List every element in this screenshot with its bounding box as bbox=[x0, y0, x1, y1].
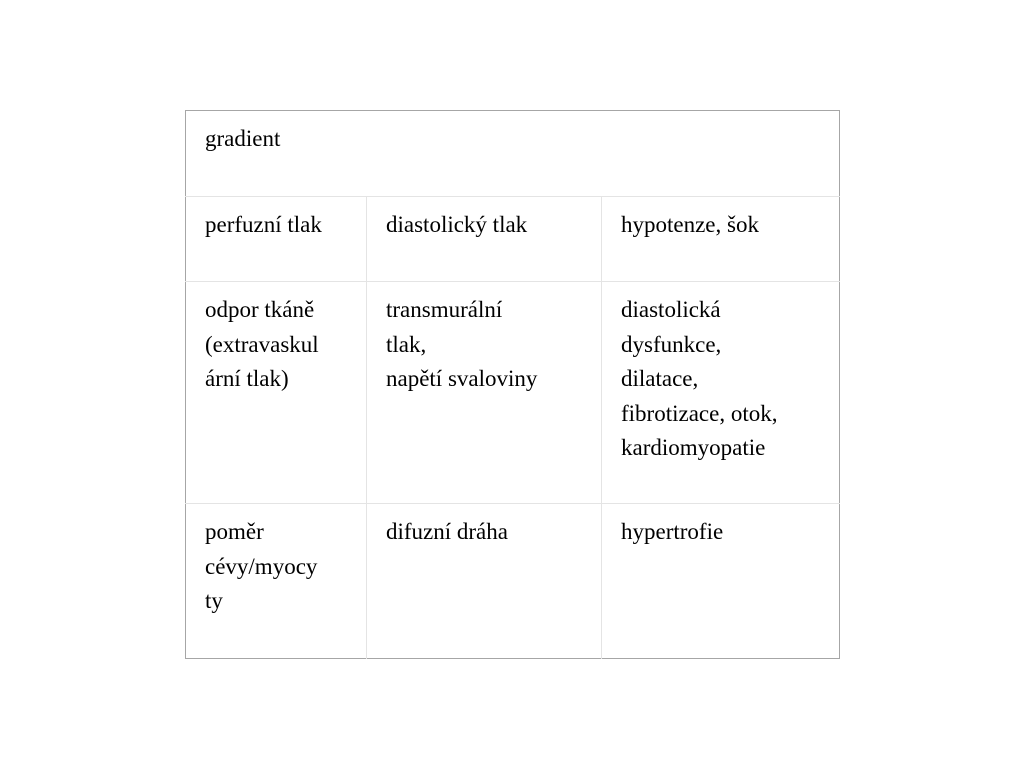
cell-line: perfuzní tlak bbox=[205, 212, 322, 237]
cell-line: hypotenze, šok bbox=[621, 212, 759, 237]
cell-line: diastolická bbox=[621, 297, 721, 322]
table-cell bbox=[186, 282, 367, 504]
table-cell bbox=[186, 504, 367, 659]
cell-line: (extravaskul bbox=[205, 331, 319, 357]
cell-line: fibrotizace, otok, bbox=[621, 400, 778, 426]
cell-line: dysfunkce, bbox=[621, 331, 722, 357]
table-cell bbox=[367, 282, 602, 504]
table-cell bbox=[602, 504, 840, 659]
cell-line: tlak, bbox=[386, 331, 427, 357]
table-cell bbox=[602, 197, 840, 282]
cell-line: kardiomyopatie bbox=[621, 435, 766, 460]
cell-line: hypertrofie bbox=[621, 519, 724, 544]
header-text: gradient bbox=[205, 126, 281, 151]
cell-line: diastolický tlak bbox=[386, 212, 528, 237]
cell-line: dilatace, bbox=[621, 366, 699, 391]
cell-line: odpor tkáně bbox=[205, 297, 315, 322]
cell-line: poměr bbox=[205, 519, 264, 544]
table-row bbox=[186, 504, 840, 659]
table-header-cell bbox=[186, 111, 840, 197]
table-cell bbox=[186, 197, 367, 282]
table-header-row bbox=[186, 111, 840, 197]
table-cell bbox=[367, 504, 602, 659]
table-cell bbox=[602, 282, 840, 504]
cell-line: difuzní dráha bbox=[386, 519, 508, 544]
gradient-table bbox=[185, 110, 840, 659]
cell-line: ární tlak) bbox=[205, 366, 289, 391]
cell-line: ty bbox=[205, 588, 223, 613]
table-cell bbox=[367, 197, 602, 282]
cell-line: napětí svaloviny bbox=[386, 366, 538, 391]
cell-line: transmurální bbox=[386, 297, 503, 322]
table-row bbox=[186, 282, 840, 504]
table-row bbox=[186, 197, 840, 282]
cell-line: cévy/myocy bbox=[205, 553, 318, 579]
